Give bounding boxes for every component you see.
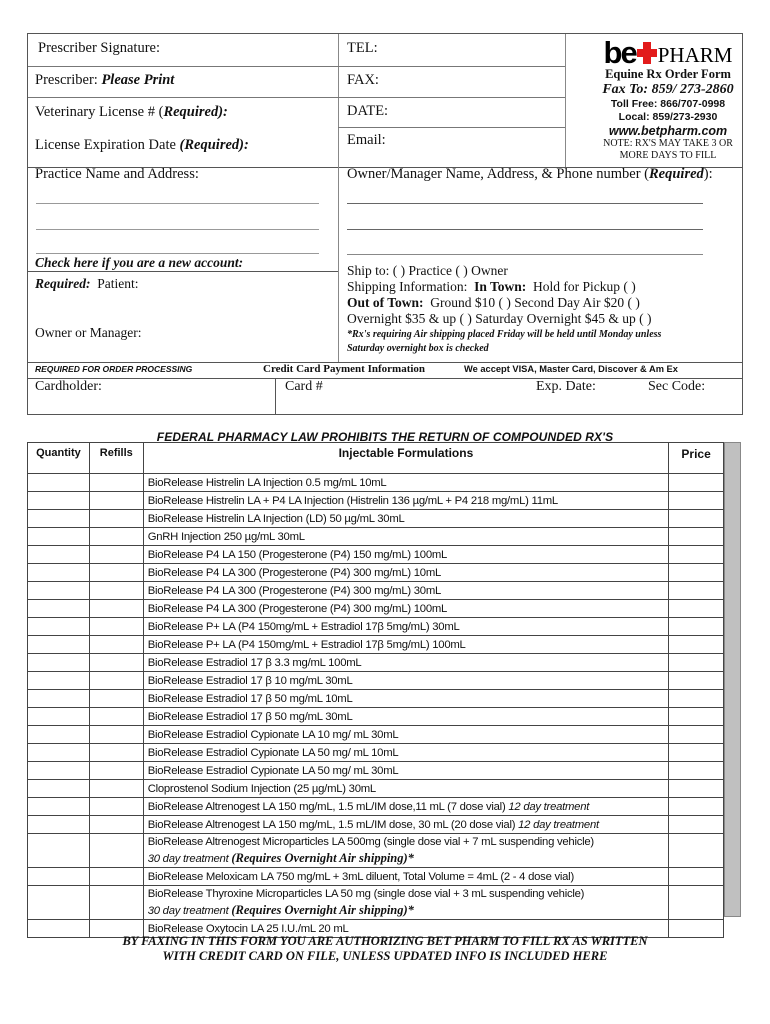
quantity-cell[interactable] [28,744,90,762]
local-number: Local: 859/273-2930 [618,111,718,123]
table-row [28,762,724,780]
price-cell[interactable] [669,762,724,780]
formulation-cell: BioRelease Estradiol 17 β 3.3 mg/mL 100mL [143,654,668,672]
refills-cell[interactable] [89,474,143,492]
table-row [28,780,724,798]
formulation-cell: BioRelease Thyroxine Microparticles LA 50 mg (single dose vial + 3 mL suspending vehicle) 30 day treatment (Requires Overnight Air shipping)* [143,886,668,920]
quantity-cell[interactable] [28,816,90,834]
refills-cell[interactable] [89,672,143,690]
new-account-checkbox[interactable]: Check here if you are a new account: [35,255,244,270]
formulation-cell: BioRelease Altrenogest Microparticles LA 500mg (single dose vial + 7 mL suspending vehicle) 30 day treatment (Requires Overnight Air shipping)* [143,834,668,868]
patient-field[interactable]: Required: Patient: [35,276,139,291]
quantity-cell[interactable] [28,636,90,654]
owner-info-label: Owner/Manager Name, Address, & Phone number (Required): [347,166,713,182]
formulation-cell: BioRelease Estradiol Cypionate LA 50 mg/ mL 30mL [143,762,668,780]
refills-cell[interactable] [89,618,143,636]
quantity-cell[interactable] [28,886,90,920]
quantity-cell[interactable] [28,726,90,744]
formulation-cell: BioRelease Estradiol Cypionate LA 50 mg/ mL 10mL [143,744,668,762]
fax-to-number: Fax To: 859/ 273-2860 [602,82,734,97]
betpharm-logo: be PHARM [603,35,733,70]
price-cell[interactable] [669,834,724,868]
formulation-cell: BioRelease P4 LA 300 (Progesterone (P4) 300 mg/mL) 100mL [143,600,668,618]
email-field[interactable]: Email: [347,132,386,148]
table-row [28,474,724,492]
divider [28,66,565,67]
practice-name-label: Practice Name and Address: [35,166,199,182]
overnight-shipping-required: (Requires Overnight Air shipping)* [231,903,414,917]
air-shipping-note-2: Saturday overnight box is checked [347,343,489,354]
price-cell[interactable] [669,600,724,618]
date-field[interactable]: DATE: [347,103,389,119]
quantity-cell[interactable] [28,528,90,546]
table-row [28,708,724,726]
quantity-cell[interactable] [28,868,90,886]
refills-cell[interactable] [89,564,143,582]
formulation-cell: BioRelease Altrenogest LA 150 mg/mL, 1.5 mL/IM dose, 30 mL (20 dose vial) 12 day treatment [143,816,668,834]
refills-cell[interactable] [89,510,143,528]
fill-time-note: NOTE: RX'S MAY TAKE 3 OR [603,138,733,149]
authorization-footer: BY FAXING IN THIS FORM YOU ARE AUTHORIZING BET PHARM TO FILL RX AS WRITTEN WITH CREDIT CARD ON FILE, UNLESS UPDATED INFO IS INCLUDED HERE [122,934,648,963]
table-row [28,636,724,654]
table-row [28,618,724,636]
please-print-hint: Please Print [101,72,175,88]
formulation-cell: BioRelease P4 LA 300 (Progesterone (P4) 300 mg/mL) 30mL [143,582,668,600]
refills-cell[interactable] [89,780,143,798]
formulations-table [27,442,724,938]
price-cell[interactable] [669,708,724,726]
table-row [28,546,724,564]
formulation-cell: BioRelease Oxytocin LA 25 I.U./mL 20 mL [143,920,668,938]
fax-field[interactable]: FAX: [347,72,379,88]
formulation-cell: BioRelease P+ LA (P4 150mg/mL + Estradiol 17β 5mg/mL) 30mL [143,618,668,636]
license-expiration-field[interactable]: License Expiration Date (Required): [35,137,249,153]
payment-section [27,362,743,415]
practice-address-line-1[interactable] [36,203,319,204]
divider [338,34,339,167]
form-title: Equine Rx Order Form [605,67,731,81]
refills-cell[interactable] [89,798,143,816]
refills-cell[interactable] [89,726,143,744]
divider [275,378,276,414]
owner-info-line-2[interactable] [347,229,703,230]
refills-cell[interactable] [89,546,143,564]
table-row [28,868,724,886]
website-link[interactable]: www.betpharm.com [608,124,728,138]
price-cell[interactable] [669,510,724,528]
sec-code-field[interactable]: Sec Code: [648,379,706,394]
formulation-cell: GnRH Injection 250 µg/mL 30mL [143,528,668,546]
price-cell[interactable] [669,744,724,762]
refills-cell[interactable] [89,886,143,920]
quantity-cell[interactable] [28,654,90,672]
practice-owner-section [27,166,743,363]
in-town-shipping[interactable]: Shipping Information: In Town: Hold for Pickup ( ) [347,279,636,294]
divider [28,97,565,98]
table-row [28,672,724,690]
table-row [28,600,724,618]
quantity-cell[interactable] [28,582,90,600]
refills-cell[interactable] [89,690,143,708]
table-row [28,528,724,546]
table-row [28,798,724,816]
quantity-cell[interactable] [28,762,90,780]
quantity-cell[interactable] [28,618,90,636]
quantity-cell[interactable] [28,474,90,492]
price-cell[interactable] [669,798,724,816]
table-row [28,834,724,868]
quantity-cell[interactable] [28,672,90,690]
refills-cell[interactable] [89,868,143,886]
betpharm-logo-block [594,35,742,162]
price-cell[interactable] [669,492,724,510]
table-row [28,886,724,920]
divider [338,166,339,362]
price-cell[interactable] [669,672,724,690]
owner-manager-field[interactable]: Owner or Manager: [35,325,142,340]
owner-info-line-3[interactable] [347,254,703,255]
price-cell[interactable] [669,726,724,744]
table-row [28,654,724,672]
fill-time-note-2: MORE DAYS TO FILL [619,150,717,161]
quantity-cell[interactable] [28,798,90,816]
table-row [28,582,724,600]
price-cell[interactable] [669,618,724,636]
card-number-field[interactable]: Card # [285,379,323,394]
divider [338,127,565,128]
refills-cell[interactable] [89,654,143,672]
price-cell[interactable] [669,564,724,582]
formulations-header: Injectable Formulations [143,443,668,474]
refills-cell[interactable] [89,600,143,618]
payment-title: Credit Card Payment Information [263,363,426,375]
formulation-cell: BioRelease Altrenogest LA 150 mg/mL, 1.5 mL/IM dose,11 mL (7 dose vial) 12 day treatment [143,798,668,816]
formulation-cell: BioRelease P4 LA 150 (Progesterone (P4) 150 mg/mL) 100mL [143,546,668,564]
refills-header: Refills [89,443,143,474]
required-note: REQUIRED FOR ORDER PROCESSING [35,364,193,374]
overnight-shipping[interactable]: Overnight $35 & up ( ) Saturday Overnight $45 & up ( ) [347,311,652,326]
table-row [28,726,724,744]
prescriber-header [27,33,743,168]
formulation-cell: BioRelease Estradiol 17 β 50 mg/mL 10mL [143,690,668,708]
quantity-cell[interactable] [28,780,90,798]
owner-info-line-1[interactable] [347,203,703,204]
formulation-cell: BioRelease P+ LA (P4 150mg/mL + Estradiol 17β 5mg/mL) 100mL [143,636,668,654]
overnight-shipping-required: (Requires Overnight Air shipping)* [231,851,414,865]
price-header: Price [669,443,724,474]
price-cell[interactable] [669,868,724,886]
formulation-cell: BioRelease Meloxicam LA 750 mg/mL + 3mL diluent, Total Volume = 4mL (2 - 4 dose vial) [143,868,668,886]
price-cell[interactable] [669,816,724,834]
refills-cell[interactable] [89,816,143,834]
formulation-cell: BioRelease Estradiol Cypionate LA 10 mg/ mL 30mL [143,726,668,744]
refills-cell[interactable] [89,708,143,726]
air-shipping-note: *Rx's requiring Air shipping placed Friday will be held until Monday unless [347,329,662,340]
formulation-cell: BioRelease Histrelin LA Injection 0.5 mg/mL 10mL [143,474,668,492]
payment-header [28,363,742,379]
table-row [28,492,724,510]
tel-field[interactable]: TEL: [347,40,378,56]
price-cell[interactable] [669,474,724,492]
refills-cell[interactable] [89,528,143,546]
formulation-cell: BioRelease Histrelin LA + P4 LA Injection (Histrelin 136 µg/mL + P4 218 mg/mL) 11mL [143,492,668,510]
price-cell[interactable] [669,690,724,708]
divider [565,34,566,167]
exp-date-field[interactable]: Exp. Date: [536,379,596,394]
formulation-cell: BioRelease P4 LA 300 (Progesterone (P4) 300 mg/mL) 10mL [143,564,668,582]
vertical-scrollbar[interactable] [724,442,741,917]
refills-cell[interactable] [89,744,143,762]
quantity-cell[interactable] [28,546,90,564]
quantity-cell[interactable] [28,492,90,510]
quantity-cell[interactable] [28,600,90,618]
price-cell[interactable] [669,582,724,600]
quantity-cell[interactable] [28,708,90,726]
red-cross-icon [637,42,657,64]
accepted-cards: We accept VISA, Master Card, Discover & Am Ex [464,364,678,374]
quantity-cell[interactable] [28,834,90,868]
practice-address-line-3[interactable] [36,253,319,254]
prescriber-name-field[interactable]: Prescriber: Please Print [35,72,175,88]
divider [28,271,338,272]
table-row [28,816,724,834]
cardholder-field[interactable]: Cardholder: [35,379,102,394]
table-row [28,744,724,762]
quantity-cell[interactable] [28,564,90,582]
price-cell[interactable] [669,528,724,546]
table-row [28,564,724,582]
price-cell[interactable] [669,780,724,798]
formulation-cell: BioRelease Histrelin LA Injection (LD) 50 µg/mL 30mL [143,510,668,528]
table-header-row [28,443,724,474]
table-row [28,690,724,708]
quantity-cell[interactable] [28,690,90,708]
refills-cell[interactable] [89,636,143,654]
formulation-cell: BioRelease Estradiol 17 β 50 mg/mL 30mL [143,708,668,726]
price-cell[interactable] [669,654,724,672]
price-cell[interactable] [669,886,724,920]
refills-cell[interactable] [89,492,143,510]
formulation-cell: BioRelease Estradiol 17 β 10 mg/mL 30mL [143,672,668,690]
price-cell[interactable] [669,546,724,564]
refills-cell[interactable] [89,582,143,600]
refills-cell[interactable] [89,762,143,780]
toll-free-number: Toll Free: 866/707-0998 [610,98,726,110]
out-of-town-shipping[interactable]: Out of Town: Ground $10 ( ) Second Day Air $20 ( ) [347,295,640,310]
quantity-cell[interactable] [28,510,90,528]
federal-law-notice: FEDERAL PHARMACY LAW PROHIBITS THE RETURN OF COMPOUNDED RX'S [156,430,614,444]
formulation-cell: Cloprostenol Sodium Injection (25 µg/mL) 30mL [143,780,668,798]
quantity-header: Quantity [28,443,90,474]
practice-address-line-2[interactable] [36,229,319,230]
ship-to-options[interactable]: Ship to: ( ) Practice ( ) Owner [347,263,508,278]
prescriber-signature-field[interactable]: Prescriber Signature: [38,40,161,56]
refills-cell[interactable] [89,834,143,868]
price-cell[interactable] [669,636,724,654]
vet-license-field[interactable]: Veterinary License # (Required): [35,104,228,120]
table-row [28,510,724,528]
